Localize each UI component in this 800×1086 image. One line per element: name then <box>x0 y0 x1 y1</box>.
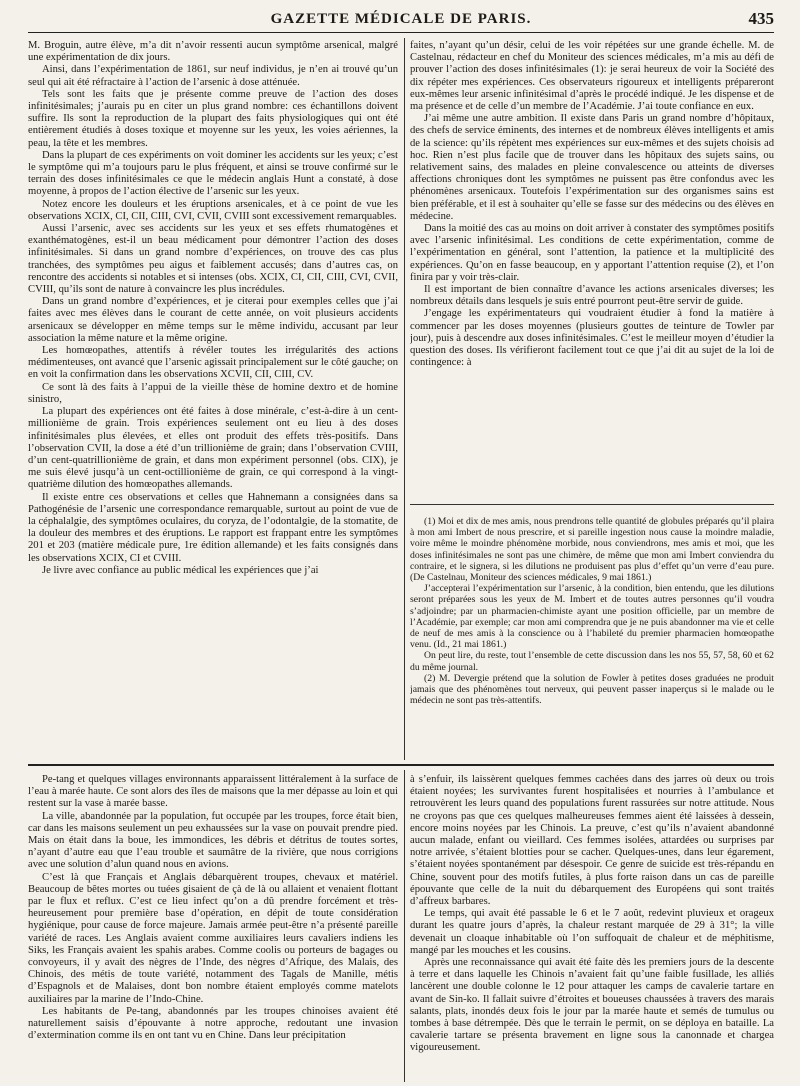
paragraph: Dans la moitié des cas au moins on doit arriver à constater des symptômes positifs avec l’arsenic infinitésimal. Les conditions de cette expérimentation, comme de l’expérimentation en général, sont l’attention, la patience et la multiplicité des expériences. Qu’on en fasse beaucoup, en y apportant l’attention requise (2), et l’on finira par y voir très-clair. <box>410 223 774 283</box>
paragraph: J’engage les expérimentateurs qui voudraient étudier à fond la matière à commencer par les doses moyennes (plusieurs gouttes de teinture de Towler par jour), puis à descendre aux doses infinitésimales. C’est le meilleur moyen d’étudier la question des doses. Ils vérifieront facilement tout ce que j’ai dit au sujet de la loi de contingence: à <box>410 308 774 369</box>
footnote: (2) M. Devergie prétend que la solution de Fowler à petites doses graduées ne produit jamais que des phénomènes tout nerveux, qui peuvent passer inaperçus si le malade ou le médecin ne sont pas très-attentifs. <box>410 672 774 707</box>
paragraph: Dans un grand nombre d’expériences, et je citerai pour exemples celles que j’ai faites avec mes élèves dans le courant de cette année, on voit plusieurs accidents arsenicaux se développer en même temps sur le même individu, accusant par leur association la même nature et la même origine. <box>28 296 398 344</box>
paragraph: J’ai même une autre ambition. Il existe dans Paris un grand nombre d’hôpitaux, des chefs de service éminents, des internes et de nombreux élèves intelligents et amis de la science: qu’ils répètent mes expériences sur eux-mêmes et des sujets choisis ad hoc. Rien n’est plus facile que de trouver dans les hôpitaux des sujets sains, ou relativement sains, des malades en pleine convalescence ou atteints de diverses affections chroniques dont les symptômes ne puissent pas être confondus avec les phénomènes arsenicaux. Toutefois l’expérimentation sur des organismes sains est bien préférable, et il est à souhaiter qu’elle se fasse sur des médecins ou des élèves en médecine. <box>410 113 774 222</box>
paragraph: Les homœopathes, attentifs à révéler toutes les irrégularités des actions médimenteuses, ont avancé que l’arsenic agissait principalement sur le côté gauche; on en voit la confirmation dans les observations XCVII, CII, CIII, CV. <box>28 345 398 381</box>
running-header <box>28 8 774 33</box>
lower-left-column <box>28 774 398 1082</box>
paragraph: Dans la plupart de ces expériments on voit dominer les accidents sur les yeux; c’est le symptôme qui m’a toujours paru le plus fréquent, et ainsi se trouve confirmé sur le terrain des doses infinitésimales ce que le médecin anglais Hunt a constaté, à dose moyenne, à propos de l’action élective de l’arsenic sur les yeux. <box>28 149 398 198</box>
journal-title: GAZETTE MÉDICALE DE PARIS. <box>270 11 532 27</box>
paragraph: Après une reconnaissance qui avait été faite dès les premiers jours de la descente à terre et dans laquelle les Chinois n’avaient fait qu’une faible fusillade, les alliés lancèrent une double colonne le 12 pour attaquer les camps de cavalerie tartare en avant de Sin-ko. Il fallait suivre d’étroites et boueuses chaussées à travers des marais salants, plats, inondés deux fois le jour par la marée haute et semés de tumulus ou tombes à base détrempée. Dès que le terrain le permit, on se déploya en bataille. La cavalerie tartare se présenta bravement en ligne sous la canonnade et chargea vigoureusement. <box>410 957 774 1054</box>
footnote: J’accepterai l’expérimentation sur l’arsenic, à la condition, bien entendu, que les dilutions seront préparées sous les yeux de M. Imbert et de toutes autres personnes qu’il voudra s’adjoindre; par un pharmacien-chimiste ayant une position officielle, par un membre de l’Académie, par exemple; car mon ami comprendra que je ne puis abandonner ma vie et celle de neuf de mes amis à la conscience ou à l’habileté du premier pharmacien homœopathe venu. (Id., 21 mai 1861.) <box>410 583 774 651</box>
paragraph: Le temps, qui avait été passable le 6 et le 7 août, redevint pluvieux et orageux durant les quatre jours d’après, la chaleur restant marquée de 29 à 31°; la ville devenait un cloaque inhabitable où l’on suffoquait de chaleur et de méphitisme, mangé par les mouches et les cousins. <box>410 908 774 956</box>
paragraph: Il est important de bien connaître d’avance les actions arsenicales diverses; les nombreux détails dans lesquels je suis entré pourront peut-être servir de guide. <box>410 284 774 308</box>
paragraph: Aussi l’arsenic, avec ses accidents sur les yeux et ses effets rhumatogènes et exanthématogènes, est-il un beau médicament pour démontrer l’action des doses infinitésimales. Si dans un grand nombre d’expériences, on trouve des cas plus tranchées, des symptômes peu aigus et faiblement accusés; dans d’autres cas, on rencontre des accidents si notables et si intenses (obs. XCIX, CI, CII, CIII, CVI, CVII, CVIII, qu’ils sont de nature à convaincre les plus incrédules. <box>28 223 398 296</box>
paragraph: faites, n’ayant qu’un désir, celui de les voir répétées sur une grande échelle. M. de Castelnau, rédacteur en chef du Moniteur des sciences médicales, m’a mis au défi de prouver l’action des doses infinitésimales (1): je serai heureux de voir la Société des dix répéter mes expériences. Ces observateurs rigoureux et intelligents prépareront eux-mêmes leur arsenic infinitésimal d’après le procédé indiqué. Je les dispense et de ma présence et de celle d’un membre de l’Académie. J’ai toute confiance en eux. <box>410 40 774 113</box>
footnote: On peut lire, du reste, tout l’ensemble de cette discussion dans les nos 55, 57, 58, 60 et 62 du même journal. <box>410 650 774 673</box>
paragraph: à s’enfuir, ils laissèrent quelques femmes cachées dans des jarres où deux ou trois étaient noyées; les survivantes furent hospitalisées et nourries à l’ambulance et retrouvèrent les leurs quand des populations furent rassurées sur notre attitude. Nous ne croyons pas que ces quelques malheureuses femmes aient été laissées à dessein, encore moins noyées par les Chinois. La preuve, c’est qu’ils n’avaient abandonné aucun malade, enfant ou vieillard. Ces femmes isolées, attardées ou surprises par notre arrivée, s’étaient blotties pour se cacher. Quelques-unes, dans leur égarement, s’étaient noyées spontanément par désespoir. Ce genre de suicide est très-répandu en Chine, souvent pour des motifs futiles, à plus forte raison dans un cas de pareille épouvante que celle de la nuit du débarquement des Européens qui sont traités d’affreux barbares. <box>410 774 774 908</box>
paragraph: La plupart des expériences ont été faites à dose minérale, c’est-à-dire à un cent-millionième de grain. Trois expériences seulement ont eu lieu à des doses infinitésimales plus élevées, et elles ont produit des effets très-positifs. Dans l’observation CVII, la dose a été d’un trillionième de grain; dans l’observation CVIII, d’un cent-quatrillionième de grain, et dans mon expériment personnel (obs. CIX), je me suis élevé jusqu’à un cent-octillionième de grain, ce qui correspond à la vingt-quatrième dilution des homœopathes allemands. <box>28 406 398 491</box>
footnote-separator <box>410 504 774 505</box>
paragraph: Notez encore les douleurs et les éruptions arsenicales, et à ce point de vue les observations XCIX, CI, CII, CIII, CVI, CVII, CVIII sont excessivement remarquables. <box>28 198 398 222</box>
footnotes-block <box>410 516 774 758</box>
paragraph: Ce sont là des faits à l’appui de la vieille thèse de homine dextro et de homine sinistro, <box>28 381 398 405</box>
paragraph: Je livre avec confiance au public médical les expériences que j’ai <box>42 564 319 576</box>
feuilleton-separator <box>28 764 774 766</box>
paragraph: Tels sont les faits que je présente comme preuve de l’action des doses infinitésimales; j’aurais pu en citer un plus grand nombre: ces échantillons doivent suffire. Ils sont la reproduction de la plupart des faits physiologiques qui ont été entièrement étudiés à doses toxique et moyenne sur les yeux, les voies aériennes, la peau, la tête et les membres. <box>28 88 398 149</box>
page-number: 435 <box>748 9 774 28</box>
upper-right-column <box>410 40 774 492</box>
lower-right-column <box>410 774 774 1082</box>
paragraph: M. Broguin, autre élève, m’a dit n’avoir ressenti aucun symptôme arsenical, malgré une expérimentation de dix jours. <box>28 40 398 64</box>
paragraph: Il existe entre ces observations et celles que Hahnemann a consignées dans sa Pathogénésie de l’arsenic une correspondance remarquable, surtout au point de vue de la céphalalgie, des symptômes oculaires, du coryza, de l’odontalgie, de la stomatite, de la douleur des membres et des éruptions. Le rapport est frappant entre les symptômes 201 et 203 (matière médicale pure, 1re édition allemande) et les faits consignés dans les observations XCIX, CI et CVIII. <box>28 491 398 564</box>
column-divider <box>404 38 405 760</box>
paragraph: Ainsi, dans l’expérimentation de 1861, sur neuf individus, je n’en ai trouvé qu’un seul qui ait été réfractaire à l’action de l’arsenic à dose atténuée. <box>28 64 398 88</box>
upper-left-column <box>28 40 398 758</box>
paragraph: Pe-tang et quelques villages environnants apparaissent littéralement à la surface de l’eau à marée haute. Ce sont alors des îles de maisons que la mer dépasse au loin et qui restent sur la vase à marée basse. <box>28 774 398 810</box>
footnote: (1) Moi et dix de mes amis, nous prendrons telle quantité de globules préparés qu’il plaira à mon ami Imbert de nous prescrire, et si pareille ingestion nous cause la moindre maladie, voire même le moindre phénomène morbide, nous conviendrons, mes amis et moi, que les doses infinitésimales ne sont pas une chimère, de même que mon ami Imbert conviendra du contraire, et le signera, si les dilutions ne produisent pas plus d’effet qu’un verre d’eau pure. (De Castelnau, Moniteur des sciences médicales, 9 mai 1861.) <box>410 516 774 584</box>
paragraph: Les habitants de Pe-tang, abandonnés par les troupes chinoises avaient été naturellement saisis d’épouvante à notre approche, redoutant une invasion d’extermination comme ils en ont tant vu en Chine. Dans leur précipitation <box>28 1005 398 1042</box>
column-divider <box>404 770 405 1082</box>
paragraph: La ville, abandonnée par la population, fut occupée par les troupes, force était bien, car dans les maisons seulement un peu exhaussées sur la vase on pouvait prendre pied. Mais on était dans la boue, les immondices, les débris et détritus de toutes sortes, n’ayant d’autre eau que l’eau trouble et saumâtre de la rivière, que nous corrigions avec une solution d’alun quand nous en avions. <box>28 810 398 871</box>
paragraph: C’est là que Français et Anglais débarquèrent troupes, chevaux et matériel. Beaucoup de bêtes mortes ou tuées gisaient de çà de là ou allaient et venaient flottant par le flux et reflux. C’est ce lieu infect qu’on a dû prendre forcément et très-heureusement pour première base d’opération, en dépit de toute considération hygiénique, pour cause de force majeure. Jamais armée peut-être n’a présenté pareille variété de races. Les Anglais avaient comme auxiliaires leurs cavaliers indiens les Siks, les Français avaient les spahis arabes. Comme coolis ou porteurs de bagages ou convoyeurs, il y avait des nègres de l’Inde, des nègres d’Afrique, des Malais, des Chinois, des métis de toute variété, notamment des Tagals de Manille, métis d’Espagnols et de Malaises, dont bon nombre étaient employés comme matelots auxiliaires par la marine de l’Indo-Chine. <box>28 871 398 1005</box>
